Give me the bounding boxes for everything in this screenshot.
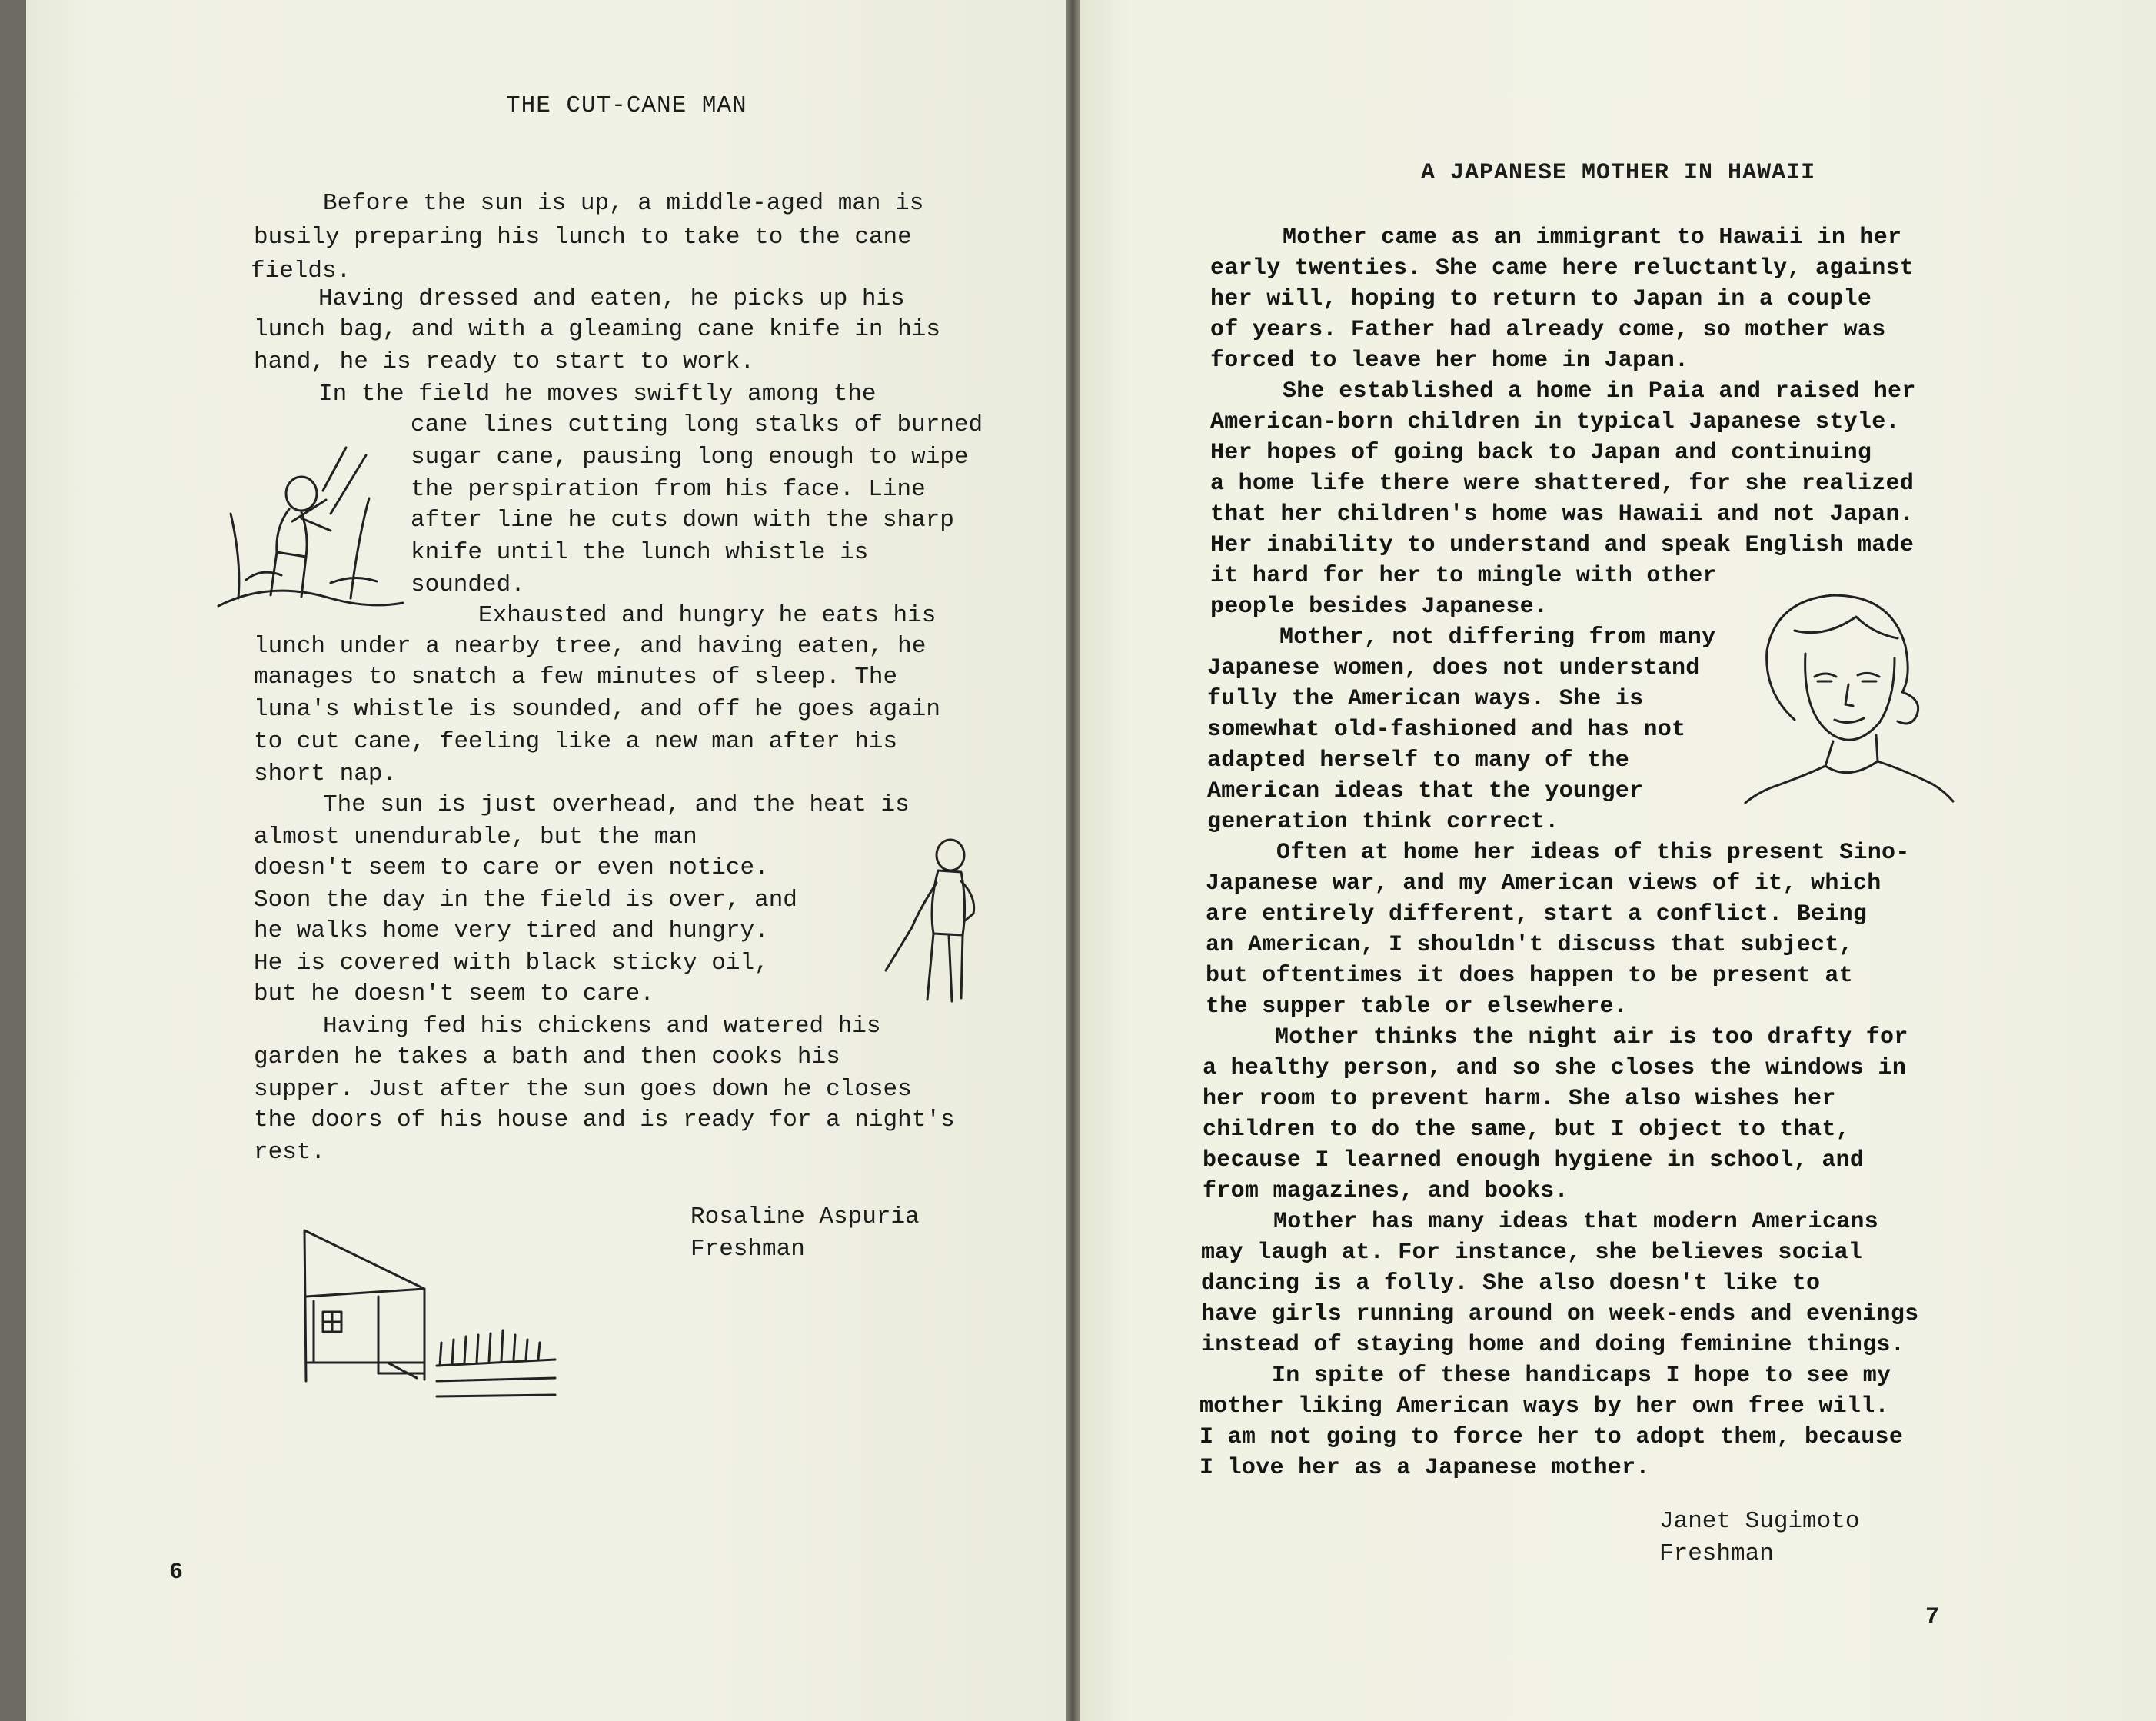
essay-line: the supper table or elsewhere. xyxy=(1206,994,1629,1020)
essay-line: have girls running around on week-ends and evenings xyxy=(1201,1301,1919,1327)
walking-man-sketch xyxy=(872,835,1018,1004)
essay-line: of years. Father had already come, so mother was xyxy=(1210,317,1886,343)
essay-line: adapted herself to many of the xyxy=(1207,747,1630,774)
book-gutter xyxy=(1066,0,1080,1721)
story-line: supper. Just after the sun goes down he closes xyxy=(254,1076,912,1103)
story-line: almost unendurable, but the man xyxy=(254,824,697,851)
page-number: 6 xyxy=(169,1560,184,1586)
house-sketch xyxy=(301,1227,563,1404)
essay-line: American ideas that the younger xyxy=(1207,778,1644,804)
story-line: lunch under a nearby tree, and having eaten, he xyxy=(254,633,927,660)
story-line: but he doesn't seem to care. xyxy=(254,980,654,1007)
essay-line: mother liking American ways by her own free will. xyxy=(1199,1393,1889,1420)
story-line: manages to snatch a few minutes of sleep. The xyxy=(254,664,898,691)
essay-line: may laugh at. For instance, she believes social xyxy=(1201,1240,1863,1266)
essay-line: forced to leave her home in Japan. xyxy=(1210,348,1689,374)
essay-line: She established a home in Paia and raised her xyxy=(1283,378,1916,404)
story-line: In the field he moves swiftly among the xyxy=(318,381,877,408)
story-line: he walks home very tired and hungry. xyxy=(254,917,769,944)
essay-line: I love her as a Japanese mother. xyxy=(1199,1455,1650,1481)
page-number: 7 xyxy=(1925,1604,1940,1630)
story-line: garden he takes a bath and then cooks his xyxy=(254,1044,840,1070)
author-name: Rosaline Aspuria xyxy=(690,1203,920,1230)
essay-line: generation think correct. xyxy=(1207,809,1559,835)
essay-line: are entirely different, start a conflict. Being xyxy=(1206,901,1868,927)
essay-line: fully the American ways. She is xyxy=(1207,686,1644,712)
story-line: doesn't seem to care or even notice. xyxy=(254,854,769,881)
essay-line: because I learned enough hygiene in school, and xyxy=(1203,1147,1865,1173)
story-line: rest. xyxy=(254,1139,326,1166)
essay-line: I am not going to force her to adopt them, because xyxy=(1199,1424,1904,1450)
story-line: luna's whistle is sounded, and off he goes again xyxy=(254,696,940,723)
story-line: to cut cane, feeling like a new man after his xyxy=(254,728,898,755)
story-line: hand, he is ready to start to work. xyxy=(254,348,755,375)
story-line: the perspiration from his face. Line xyxy=(411,476,926,503)
essay-line: her room to prevent harm. She also wishes her xyxy=(1203,1086,1836,1112)
cane-cutter-sketch xyxy=(215,444,408,621)
essay-line: American-born children in typical Japanese style. xyxy=(1210,409,1900,435)
essay-line: Mother came as an immigrant to Hawaii in her xyxy=(1283,225,1902,251)
author-grade: Freshman xyxy=(1659,1540,1774,1567)
author-grade: Freshman xyxy=(690,1236,805,1263)
story-line: busily preparing his lunch to take to the cane xyxy=(254,224,912,251)
essay-line: Often at home her ideas of this present Sino- xyxy=(1276,840,1910,866)
story-line: lunch bag, and with a gleaming cane knife in his xyxy=(254,316,940,343)
essay-line: instead of staying home and doing feminine things. xyxy=(1201,1332,1905,1358)
mother-portrait-sketch xyxy=(1741,584,1956,807)
left-page xyxy=(26,0,1066,1721)
essay-line: people besides Japanese. xyxy=(1210,594,1549,620)
story-line: after line he cuts down with the sharp xyxy=(411,507,954,534)
story-line: Exhausted and hungry he eats his xyxy=(478,602,937,629)
essay-line: dancing is a folly. She also doesn't like to xyxy=(1201,1270,1821,1297)
story-line: Before the sun is up, a middle-aged man is xyxy=(323,190,924,217)
story-title: THE CUT-CANE MAN xyxy=(506,92,747,119)
essay-line: somewhat old-fashioned and has not xyxy=(1207,717,1686,743)
essay-line: Mother, not differing from many xyxy=(1279,624,1716,651)
essay-title: A JAPANESE MOTHER IN HAWAII xyxy=(1421,160,1816,186)
story-line: knife until the lunch whistle is xyxy=(411,539,869,566)
essay-body xyxy=(1080,0,2156,1721)
story-line: fields. xyxy=(251,258,351,285)
essay-line: an American, I shouldn't discuss that subject, xyxy=(1206,932,1853,958)
essay-line: Japanese war, and my American views of it, which xyxy=(1206,870,1882,897)
essay-line: Mother thinks the night air is too drafty for xyxy=(1275,1024,1908,1050)
story-line: The sun is just overhead, and the heat is xyxy=(323,791,910,818)
essay-line: a healthy person, and so she closes the windows in xyxy=(1203,1055,1907,1081)
essay-signature xyxy=(1659,1506,1859,1570)
essay-line: Her hopes of going back to Japan and continuing xyxy=(1210,440,1872,466)
story-line: the doors of his house and is ready for a night's xyxy=(254,1107,955,1133)
essay-line: Mother has many ideas that modern Americans xyxy=(1273,1209,1879,1235)
essay-line: from magazines, and books. xyxy=(1203,1178,1569,1204)
story-line: short nap. xyxy=(254,761,398,787)
story-line: Having dressed and eaten, he picks up his xyxy=(318,285,905,312)
story-line: cane lines cutting long stalks of burned xyxy=(411,411,983,438)
essay-line: children to do the same, but I object to that, xyxy=(1203,1117,1850,1143)
essay-line: a home life there were shattered, for she realized xyxy=(1210,471,1915,497)
story-line: Having fed his chickens and watered his xyxy=(323,1013,881,1040)
essay-line: it hard for her to mingle with other xyxy=(1210,563,1717,589)
story-line: He is covered with black sticky oil, xyxy=(254,950,769,977)
essay-line: early twenties. She came here reluctantly, against xyxy=(1210,255,1915,281)
essay-line: Her inability to understand and speak English made xyxy=(1210,532,1915,558)
essay-line: her will, hoping to return to Japan in a couple xyxy=(1210,286,1872,312)
essay-line: that her children's home was Hawaii and not Japan. xyxy=(1210,501,1915,528)
essay-line: but oftentimes it does happen to be present at xyxy=(1206,963,1853,989)
story-line: sounded. xyxy=(411,571,525,598)
essay-line: Japanese women, does not understand xyxy=(1207,655,1700,681)
story-signature xyxy=(690,1201,920,1266)
essay-line: In spite of these handicaps I hope to see my xyxy=(1272,1363,1891,1389)
author-name: Janet Sugimoto xyxy=(1659,1508,1860,1535)
right-page xyxy=(1080,0,2156,1721)
story-line: sugar cane, pausing long enough to wipe xyxy=(411,444,969,471)
story-line: Soon the day in the field is over, and xyxy=(254,887,797,914)
